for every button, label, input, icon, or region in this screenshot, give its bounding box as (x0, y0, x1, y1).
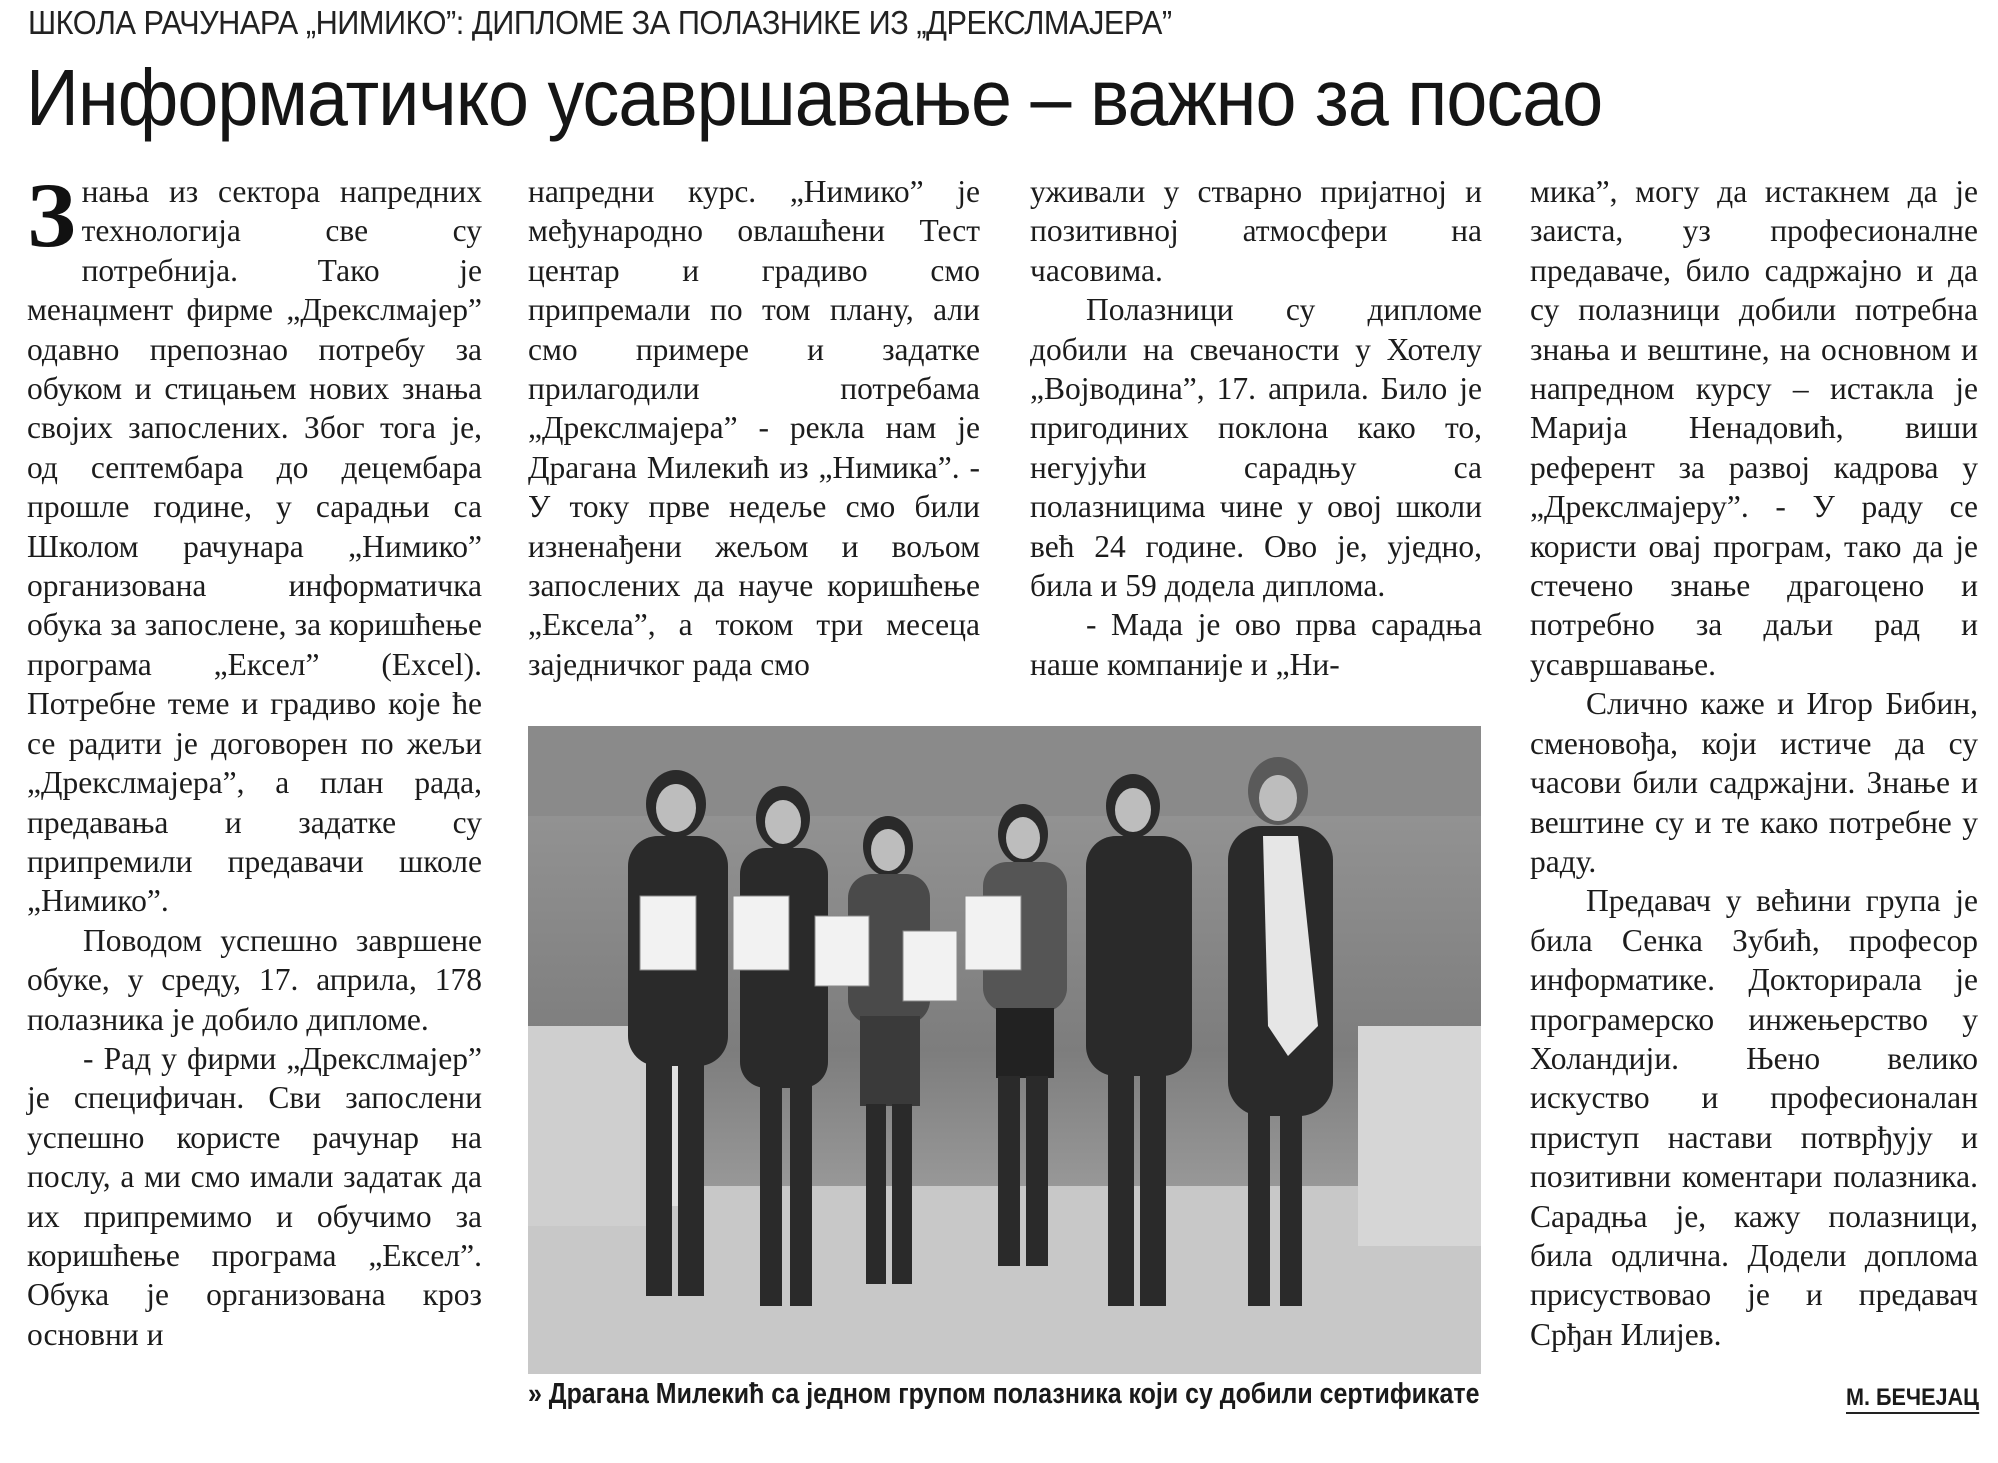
paragraph-text: нања из сектора напредних технологија све су потребнија. Тако је менаџмент фирме „Дрекслмајер” одавно препознао потребу за обуком и стицањем нових знања својих запослених. Због тога је, од септембара до децембара прошле године, у сарадњи са Школом рачунара „Нимико” организована информатичка обука за запослене, за коришћење програма „Ексел” (Excel). Потребне теме и градиво које ће се радити је договорен по жељи „Дрекслмајера”, а план рада, предавања и задатке су припремили предавачи школе „Нимико”. (27, 174, 482, 919)
photo-caption: » Драгана Милекић са једном групом полазника који су добили сертификате (528, 1378, 1480, 1410)
article-headline: Информатичко усавршавање – важно за посао (26, 53, 1603, 142)
group-photo-illustration (528, 726, 1481, 1374)
paragraph: - Рад у фирми „Дрекслмајер” је специфичан. Сви запослени успешно користе рачунар на послу, а ми смо имали задатак да их припремимо и обучимо за коришћење програма „Ексел”. Обука је организована кроз основни и (27, 1040, 482, 1352)
column-3 (1030, 172, 1482, 712)
paragraph: Полазници су дипломе добили на свечаности у Хотелу „Војводина”, 17. априла. Било је пригодиних поклона како то, негујући сарадњу са полазницима чине у овој школи већ 24 године. Ово је, уједно, била и 59 додела диплома. (1030, 292, 1482, 604)
author-byline: М. БЕЧЕЈАЦ (1846, 1384, 1979, 1414)
column-4 (1530, 172, 1978, 1422)
article-kicker: ШКОЛА РАЧУНАРА „НИМИКО”: ДИПЛОМЕ ЗА ПОЛАЗНИКЕ ИЗ „ДРЕКСЛМАЈЕРА” (28, 4, 1172, 41)
paragraph (27, 164, 482, 921)
group-photo (528, 726, 1481, 1374)
drop-cap: З (27, 164, 76, 266)
paragraph: мика”, могу да истакнем да је заиста, уз професионалне предаваче, било садржајно и да су полазници добили потребна знања и вештине, на основном и напредном курсу – истакла је Марија Ненадовић, виши референт за развој кадрова у „Дрекслмајеру”. - У раду се користи овај програм, тако да је стечено знање драгоцено и потребно за даљи рад и усавршавање. (1530, 174, 1978, 682)
paragraph: Поводом успешно завршене обуке, у среду, 17. априла, 178 полазника је добило дипломе. (27, 922, 482, 1037)
paragraph: Предавач у већини група је била Сенка Зубић, професор информатике. Докторирала је програмерско инжењерство у Холандији. Њено велико искуство и професионалан приступ настави потврђују и позитивни коментари полазника. Сарадња је, кажу полазници, била одлична. Додели доплома присуствовао је и предавач Срђан Илијев. (1530, 883, 1978, 1352)
paragraph: напредни курс. „Нимико” је међународно овлашћени Тест центар и градиво смо припремали по том плану, али смо примере и задатке прилагодили потребама „Дрекслмајера” - рекла нам је Драгана Милекић из „Нимика”. - У току прве недеље смо били изненађени жељом и вољом запослених да науче коришћење „Ексела”, а током три месеца заједничког рада смо (528, 174, 980, 682)
column-1 (27, 164, 482, 1422)
paragraph: Слично каже и Игор Бибин, сменовођа, који истиче да су часови били садржајни. Знање и вештине су и те како потребне у раду. (1530, 686, 1978, 879)
paragraph: уживали у стварно пријатној и позитивној атмосфери на часовима. (1030, 174, 1482, 288)
column-2 (528, 172, 980, 712)
paragraph: - Мада је ово прва сарадња наше компаније и „Ни- (1030, 607, 1482, 682)
